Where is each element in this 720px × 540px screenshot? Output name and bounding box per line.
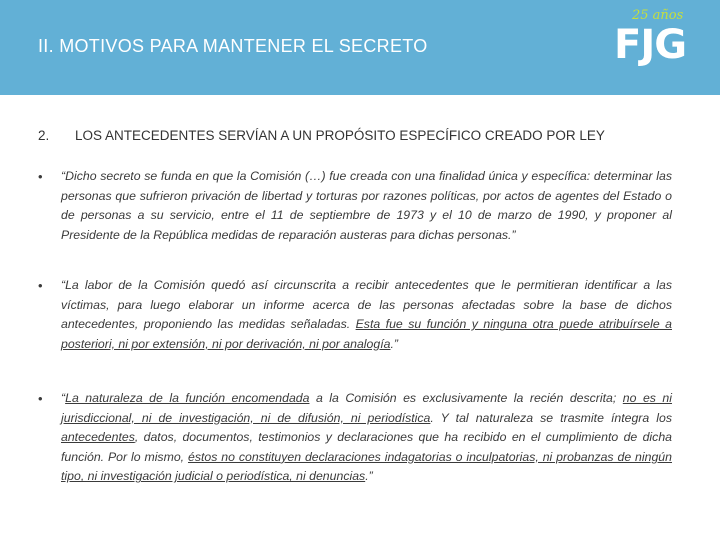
underlined-quote-text: antecedentes <box>61 430 135 445</box>
underlined-quote-text: no es ni jurisdiccional, ni de investigación, ni de difusión, ni periodística <box>61 391 673 425</box>
quote-text: “ <box>61 391 66 405</box>
bullet-item-3 <box>38 389 672 487</box>
underlined-quote-text: Esta fue su función y ninguna otra puede atribuírsele a posteriori, ni por extensión, ni por derivación, ni por analogía <box>61 317 672 351</box>
logo-anniversary-text: 25 años <box>632 8 684 23</box>
bullet-item-2 <box>38 276 672 354</box>
fjg-logo <box>610 8 690 90</box>
bullet-icon: • <box>38 278 43 293</box>
quote-text: “Dicho secreto se funda en que la Comisión (…) fue creada con una finalidad única y específica: determinar las personas que sufrieron privación de libertad y torturas por razones políticas, por actos de agentes del Estado o de personas a su servicio, entre el 11 de septiembre de 1973 y el 10 de marzo de 1990, y proponer al Presidente de la República medidas de reparación austeras para dichas personas.” <box>61 169 672 242</box>
bullet-text <box>61 276 672 354</box>
quote-text: “La labor de la Comisión quedó así circunscrita a recibir antecedentes que le permitieran identificar a las víctimas, para luego elaborar un informe acerca de las personas afectadas sobre la base de dichos antecedentes, proponiendo las medidas señaladas. <box>61 278 672 332</box>
bullet-text <box>61 167 672 245</box>
slide-title: II. MOTIVOS PARA MANTENER EL SECRETO <box>38 36 428 56</box>
quote-text: a la Comisión es exclusivamente la recién descrita; <box>309 391 623 405</box>
underlined-quote-text: éstos no constituyen declaraciones indagatorias o inculpatorias, ni probanzas de ningún tipo, ni investigación judicial o periodística, ni denuncias <box>61 449 672 484</box>
quote-text: .” <box>390 336 398 351</box>
quote-text: .” <box>365 469 373 484</box>
underlined-quote-text: La naturaleza de la función encomendada <box>65 391 310 405</box>
quote-text: . Y tal naturaleza se trasmite íntegra los <box>430 410 672 425</box>
header-banner <box>0 0 720 95</box>
quote-text: , datos, documentos, testimonios y declaraciones que ha recibido en el cumplimiento de dicha función. Por lo mismo, <box>61 430 672 464</box>
logo-wordmark: FJG <box>614 22 687 68</box>
bullet-icon: • <box>38 391 43 406</box>
section-number: 2. <box>38 128 50 143</box>
section-heading <box>38 128 688 143</box>
bullet-item-1 <box>38 167 672 245</box>
bullet-icon: • <box>38 169 43 184</box>
section-title: LOS ANTECEDENTES SERVÍAN A UN PROPÓSITO ESPECÍFICO CREADO POR LEY <box>75 128 605 143</box>
bullet-text <box>61 389 672 487</box>
